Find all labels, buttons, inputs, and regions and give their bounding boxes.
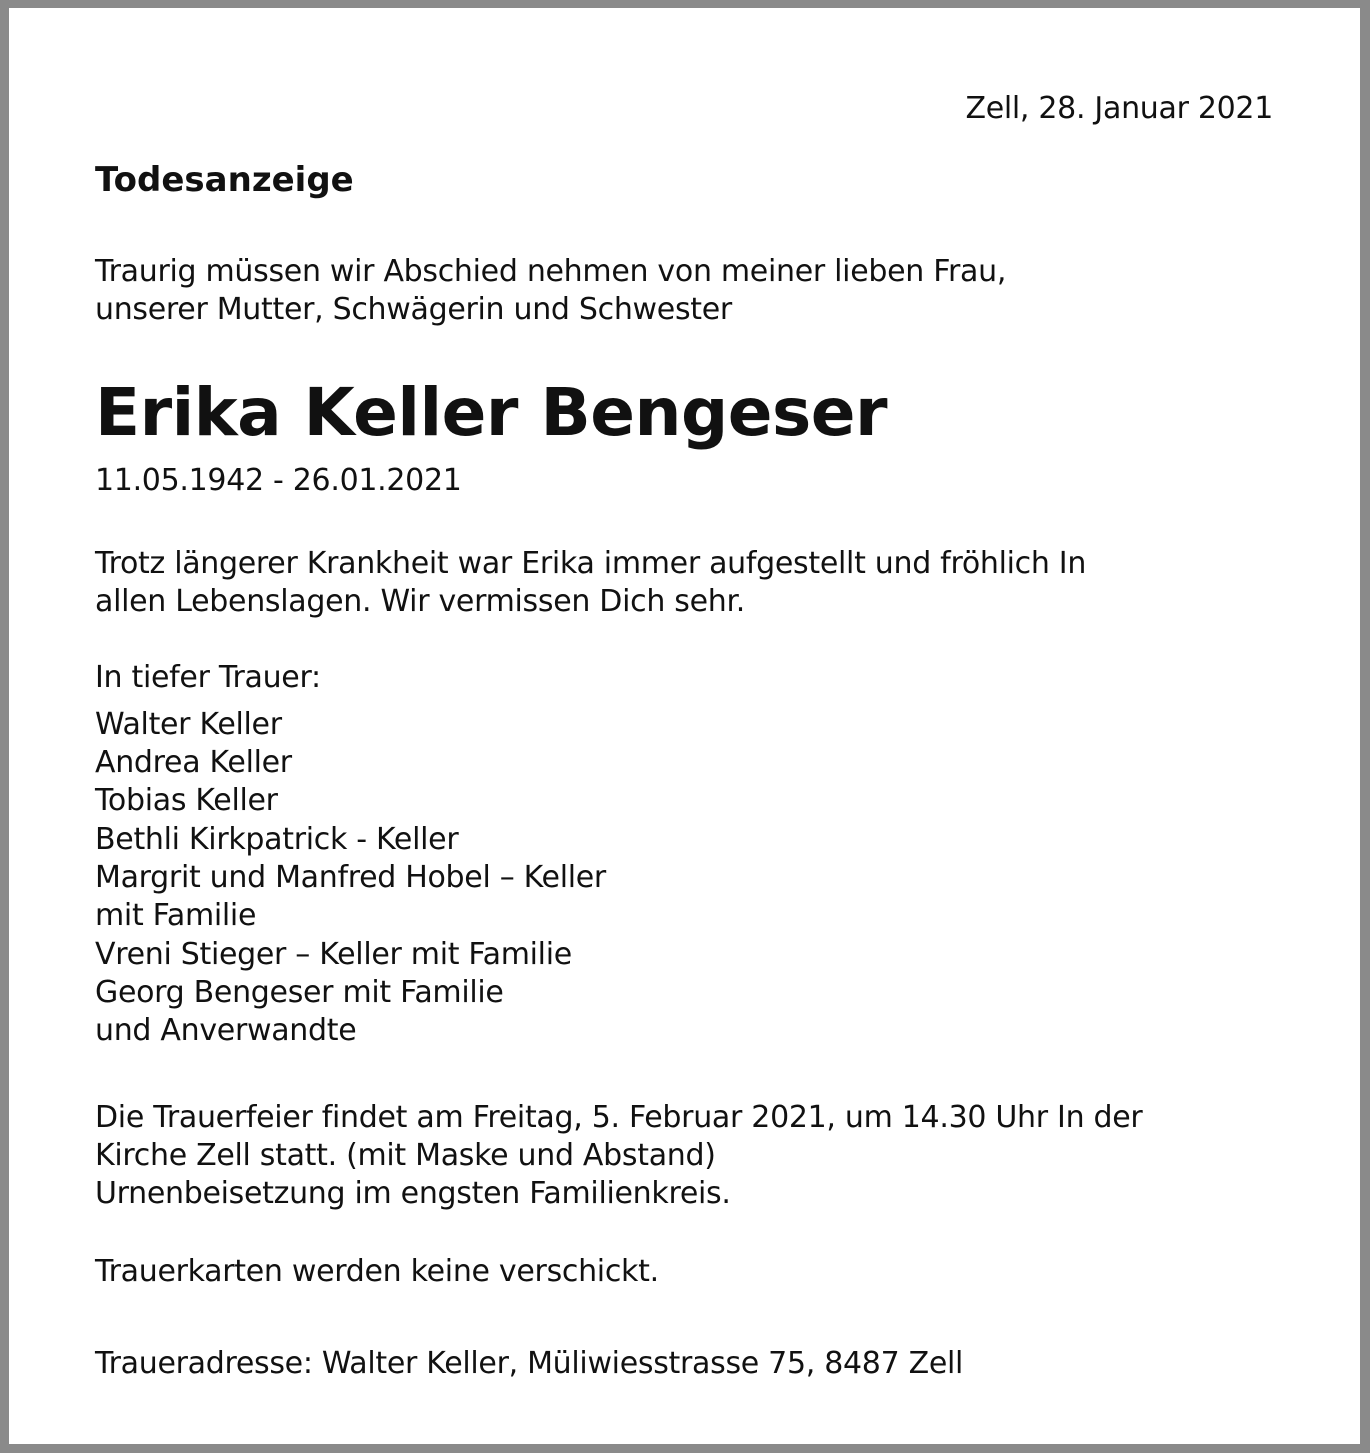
life-dates: 11.05.1942 - 26.01.2021 bbox=[95, 463, 462, 498]
mourner: Georg Bengeser mit Familie bbox=[95, 975, 504, 1010]
intro-line: unserer Mutter, Schwägerin und Schwester bbox=[95, 292, 732, 327]
service-line: Die Trauerfeier findet am Freitag, 5. Februar 2021, um 14.30 Uhr In der bbox=[95, 1100, 1143, 1135]
intro-line: Traurig müssen wir Abschied nehmen von meiner lieben Frau, bbox=[95, 254, 1007, 289]
deceased-name: Erika Keller Bengeser bbox=[95, 374, 888, 451]
service-line: Kirche Zell statt. (mit Maske und Abstand) bbox=[95, 1138, 716, 1173]
mourner: Tobias Keller bbox=[95, 783, 278, 818]
mourner: Bethli Kirkpatrick - Keller bbox=[95, 822, 459, 857]
mourner: Andrea Keller bbox=[95, 745, 292, 780]
mourner: mit Familie bbox=[95, 898, 257, 933]
mourning-address: Traueradresse: Walter Keller, Müliwiesstrasse 75, 8487 Zell bbox=[95, 1346, 964, 1381]
heading: Todesanzeige bbox=[95, 160, 354, 200]
cards-note: Trauerkarten werden keine verschickt. bbox=[95, 1254, 659, 1289]
mourner: Margrit und Manfred Hobel – Keller bbox=[95, 860, 606, 895]
mourners-label: In tiefer Trauer: bbox=[95, 660, 321, 695]
tribute-line: Trotz längerer Krankheit war Erika immer aufgestellt und fröhlich In bbox=[95, 546, 1087, 581]
mourner: Walter Keller bbox=[95, 707, 282, 742]
obituary-page bbox=[9, 8, 1360, 1444]
place-date: Zell, 28. Januar 2021 bbox=[965, 91, 1273, 126]
mourner: und Anverwandte bbox=[95, 1013, 357, 1048]
service-line: Urnenbeisetzung im engsten Familienkreis. bbox=[95, 1176, 731, 1211]
tribute-line: allen Lebenslagen. Wir vermissen Dich sehr. bbox=[95, 584, 746, 619]
mourner: Vreni Stieger – Keller mit Familie bbox=[95, 937, 572, 972]
